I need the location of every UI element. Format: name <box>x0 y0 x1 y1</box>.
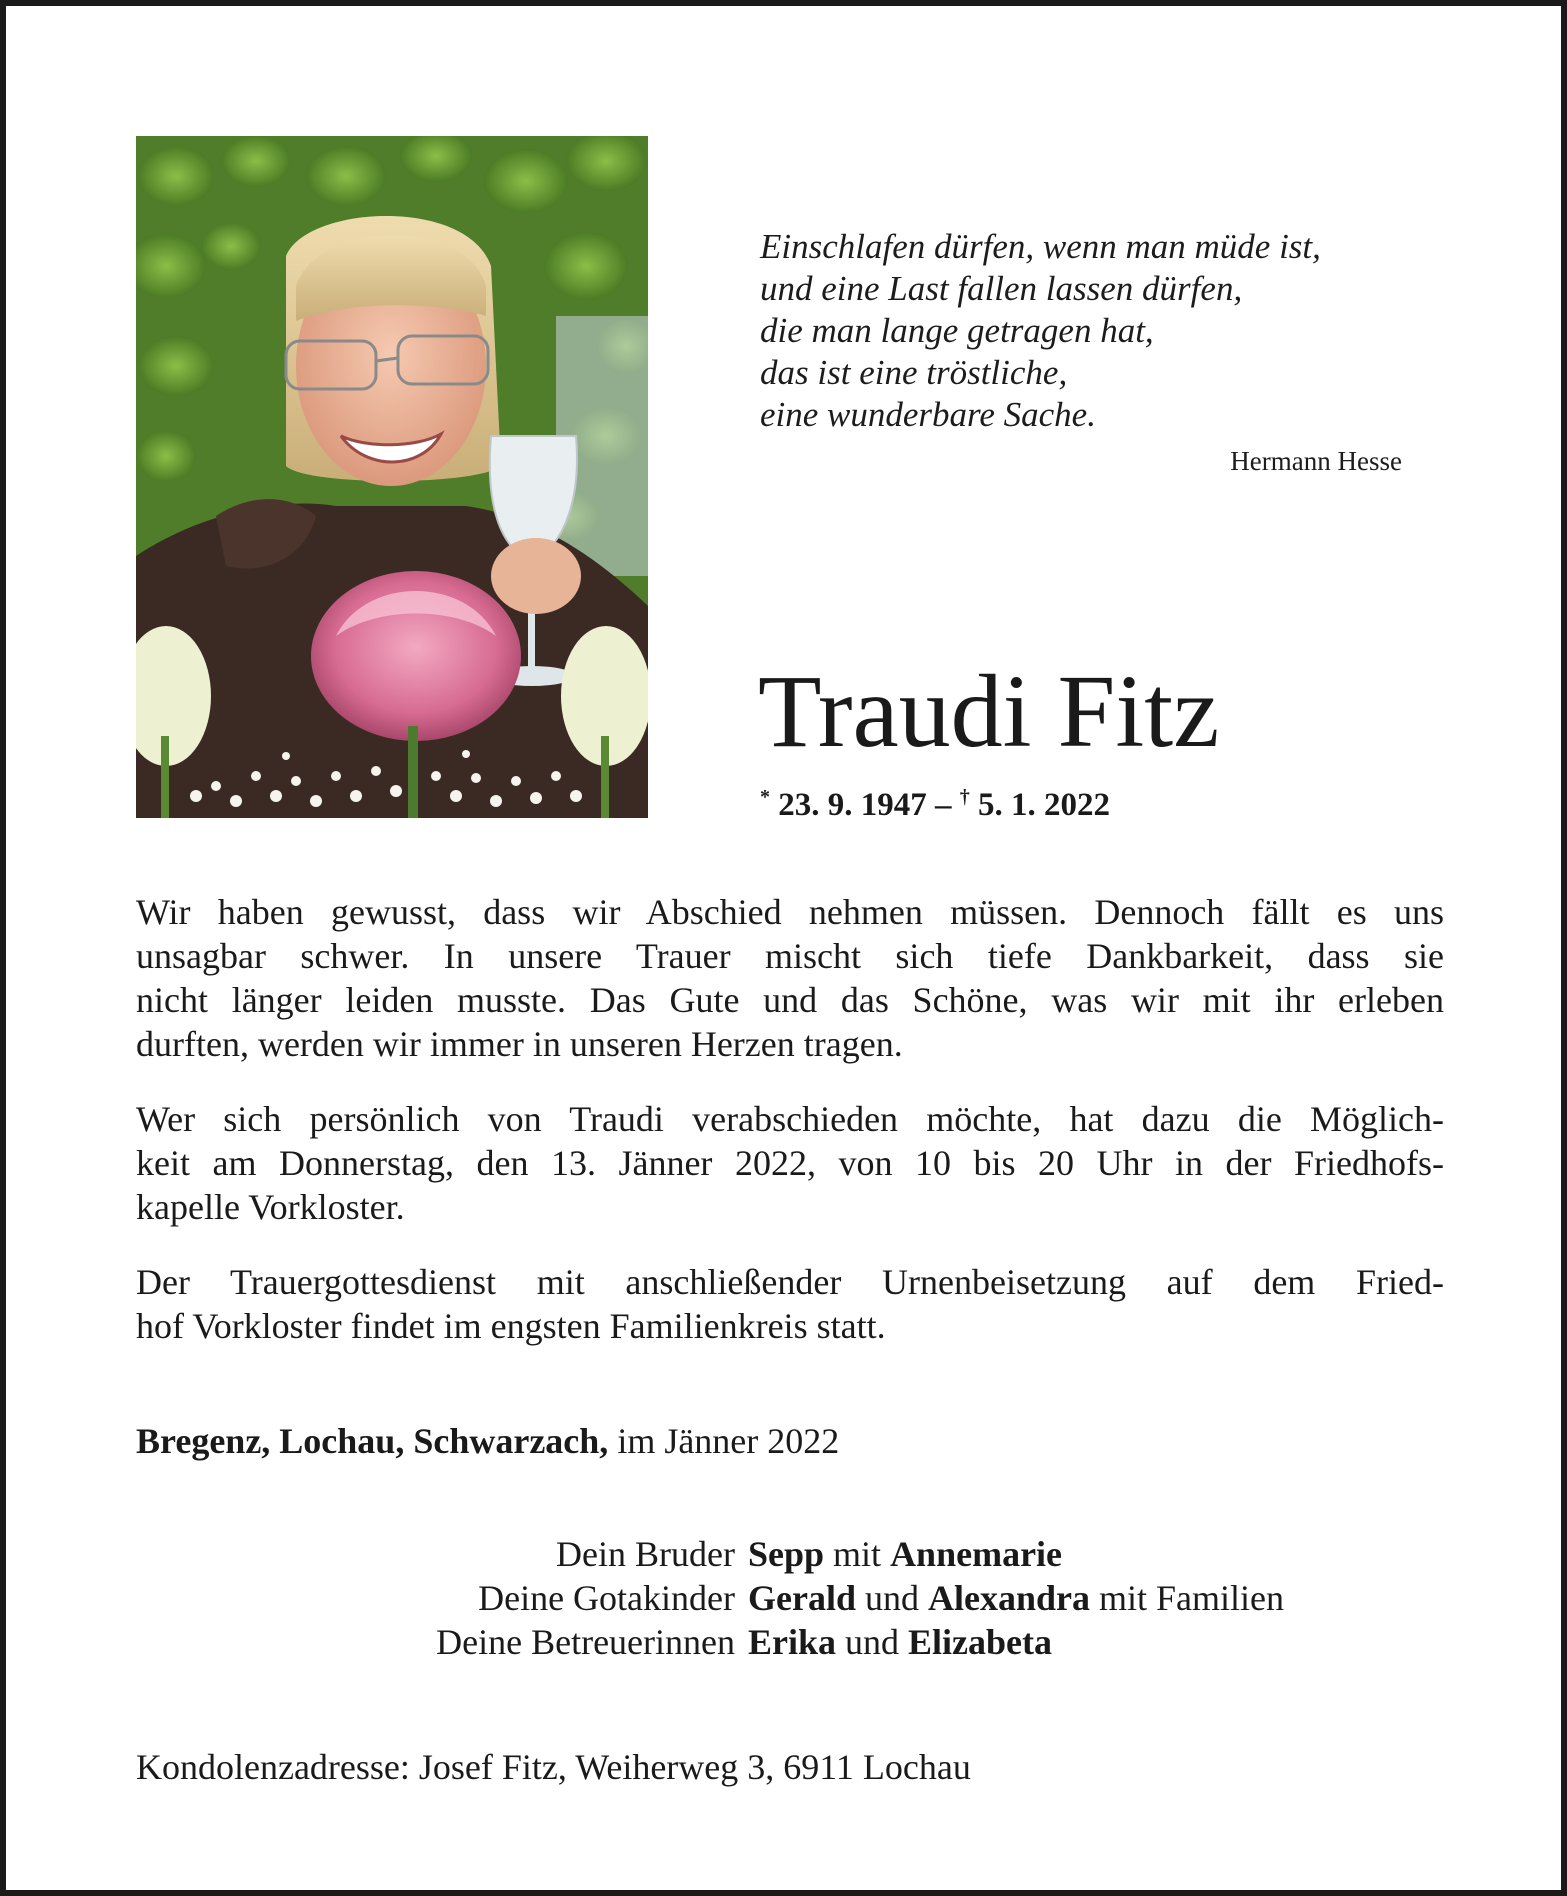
mourner-name: Alexandra <box>927 1578 1090 1618</box>
mourner-connector: mit <box>824 1534 891 1574</box>
paragraph <box>136 1097 1444 1229</box>
date-separator: – <box>926 787 960 823</box>
poem-line: die man lange getragen hat, <box>760 311 1154 350</box>
text-line: keit am Donnerstag, den 13. Jänner 2022, von 10 bis 20 Uhr in der Friedhofs- <box>136 1143 1444 1183</box>
mourner-name: Annemarie <box>890 1534 1063 1574</box>
text-line: nicht länger leiden musste. Das Gute und das Schöne, was wir mit ihr erleben <box>136 980 1444 1020</box>
mourner-names <box>748 1620 1052 1664</box>
life-dates <box>760 786 1110 824</box>
text-line: Wer sich persönlich von Traudi verabschieden möchte, hat dazu die Möglich- <box>136 1099 1444 1139</box>
poem-line: Einschlafen dürfen, wenn man müde ist, <box>760 227 1321 266</box>
mourner-name: Sepp <box>748 1534 825 1574</box>
deceased-name: Traudi Fitz <box>758 654 1220 769</box>
text-line: durften, werden wir immer in unseren Herzen tragen. <box>136 1024 903 1064</box>
mourners-list <box>306 1532 1486 1664</box>
mourner-name: Erika <box>748 1622 837 1662</box>
poem-line: und eine Last fallen lassen dürfen, <box>760 269 1243 308</box>
portrait-photo-icon <box>136 136 648 818</box>
text-line: Der Trauergottesdienst mit anschließender Urnenbeisetzung auf dem Fried- <box>136 1262 1444 1302</box>
portrait-photo <box>136 136 648 818</box>
mourner-connector: und <box>855 1578 928 1618</box>
death-symbol: † <box>959 786 970 808</box>
mourner-name: Elizabeta <box>908 1622 1052 1662</box>
mourner-row <box>306 1620 1486 1664</box>
death-date: 5. 1. 2022 <box>978 787 1110 823</box>
place-date <box>136 1420 839 1462</box>
obituary-text <box>136 890 1444 1379</box>
mourner-row <box>306 1532 1486 1576</box>
mourner-role: Dein Bruder <box>556 1534 735 1574</box>
poem <box>760 226 1460 436</box>
text-line: Wir haben gewusst, dass wir Abschied nehmen müssen. Dennoch fällt es uns <box>136 892 1444 932</box>
mourner-role: Deine Gotakinder <box>478 1578 735 1618</box>
text-line: hof Vorkloster findet im engsten Familienkreis statt. <box>136 1306 886 1346</box>
mourner-suffix: mit Familien <box>1089 1578 1284 1618</box>
mourner-names <box>748 1576 1284 1620</box>
text-line: kapelle Vorkloster. <box>136 1187 405 1227</box>
birth-date: 23. 9. 1947 <box>778 787 927 823</box>
mourner-role: Deine Betreuerinnen <box>436 1622 735 1662</box>
place-month: im Jänner 2022 <box>608 1421 840 1461</box>
mourner-names <box>748 1532 1062 1576</box>
mourner-name: Gerald <box>748 1578 856 1618</box>
text-line: unsagbar schwer. In unsere Trauer mischt sich tiefe Dankbarkeit, dass sie <box>136 936 1444 976</box>
paragraph <box>136 890 1444 1066</box>
birth-symbol: * <box>760 786 770 808</box>
paragraph <box>136 1260 1444 1348</box>
mourner-row <box>306 1576 1486 1620</box>
condolence-address: Kondolenzadresse: Josef Fitz, Weiherweg 3, 6911 Lochau <box>136 1747 971 1787</box>
poem-author: Hermann Hesse <box>1230 446 1402 476</box>
poem-line: eine wunderbare Sache. <box>760 395 1096 434</box>
poem-line: das ist eine tröstliche, <box>760 353 1068 392</box>
places: Bregenz, Lochau, Schwarzach, <box>136 1421 609 1461</box>
mourner-connector: und <box>836 1622 909 1662</box>
